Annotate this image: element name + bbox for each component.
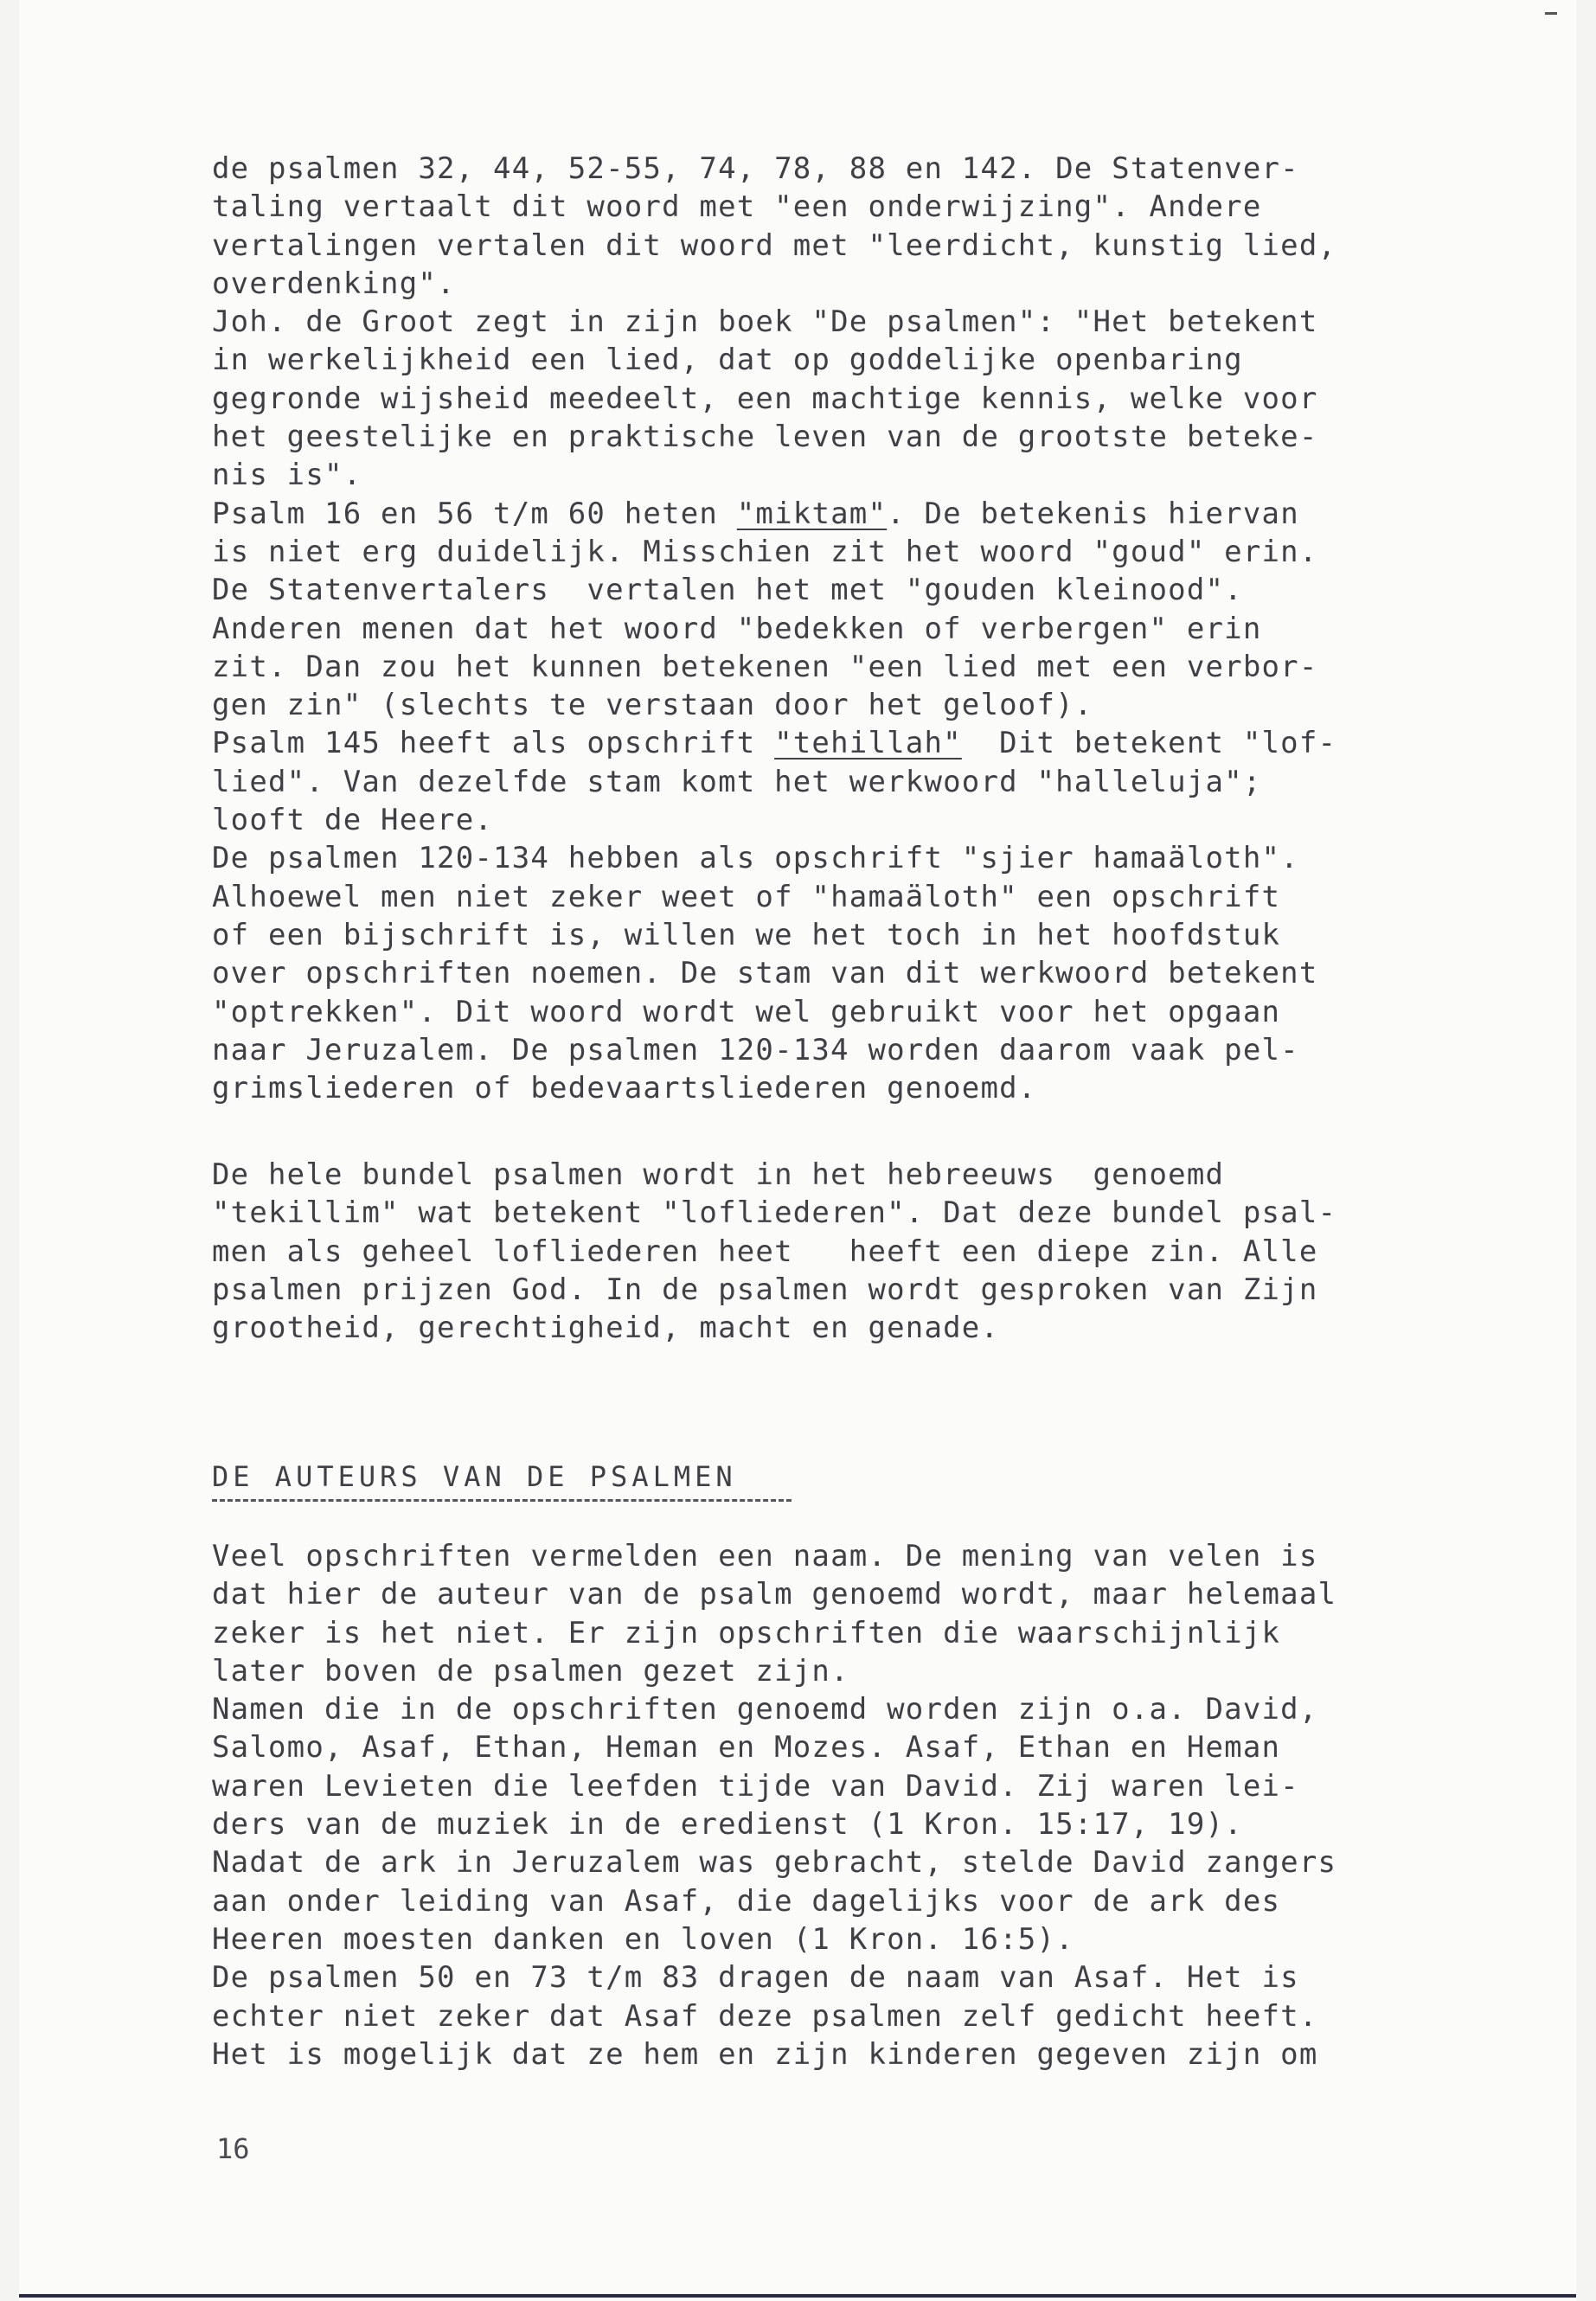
text-segment: gen zin" (slechts te verstaan door het geloof). xyxy=(212,688,1093,723)
text-line xyxy=(212,1767,1423,1805)
text-segment: Nadat de ark in Jeruzalem was gebracht, stelde David zangers xyxy=(212,1845,1337,1881)
text-segment: later boven de psalmen gezet zijn. xyxy=(212,1653,849,1689)
text-segment: "tekillim" wat betekent "lofliederen". Dat deze bundel psal- xyxy=(212,1195,1337,1231)
text-line xyxy=(212,1575,1423,1613)
text-segment: over opschriften noemen. De stam van dit werkwoord betekent xyxy=(212,956,1318,991)
paragraph-auteurs xyxy=(212,1537,1423,2073)
text-line xyxy=(212,265,1423,303)
text-line xyxy=(212,341,1423,379)
text-segment: vertalingen vertalen dit woord met "leerdicht, kunstig lied, xyxy=(212,228,1337,263)
text-line xyxy=(212,1156,1423,1194)
text-line xyxy=(212,571,1423,609)
text-segment: Heeren moesten danken en loven (1 Kron. 16:5). xyxy=(212,1921,1074,1957)
text-line xyxy=(212,456,1423,494)
text-line xyxy=(212,1690,1423,1728)
paragraph-tekillim xyxy=(212,1156,1423,1347)
text-segment: Psalm 16 en 56 t/m 60 heten xyxy=(212,496,737,531)
text-line xyxy=(212,1805,1423,1843)
text-segment: de psalmen 32, 44, 52-55, 74, 78, 88 en 142. De Statenver- xyxy=(212,151,1299,186)
text-line xyxy=(212,1882,1423,1920)
text-segment: naar Jeruzalem. De psalmen 120-134 worden daarom vaak pel- xyxy=(212,1032,1299,1067)
text-segment: zit. Dan zou het kunnen betekenen "een lied met een verbor- xyxy=(212,649,1318,684)
text-line xyxy=(212,1271,1423,1309)
text-line xyxy=(212,724,1423,762)
text-line xyxy=(212,1958,1423,1997)
text-line xyxy=(212,1843,1423,1881)
text-line xyxy=(212,1728,1423,1766)
text-line xyxy=(212,1233,1423,1271)
text-segment: overdenking". xyxy=(212,266,456,301)
text-segment: De hele bundel psalmen wordt in het hebreeuws genoemd xyxy=(212,1157,1225,1192)
text-segment: Alhoewel men niet zeker weet of "hamaäloth" een opschrift xyxy=(212,879,1281,914)
text-segment: ders van de muziek in de eredienst (1 Kron. 15:17, 19). xyxy=(212,1807,1243,1843)
text-segment: Joh. de Groot zegt in zijn boek "De psalmen": "Het betekent xyxy=(212,304,1318,340)
text-line xyxy=(212,801,1423,839)
page-number: 16 xyxy=(216,2132,250,2165)
text-line xyxy=(212,1069,1423,1107)
text-line xyxy=(212,878,1423,916)
text-segment: Het is mogelijk dat ze hem en zijn kinderen gegeven zijn om xyxy=(212,2036,1318,2072)
text-segment: Psalm 145 heeft als opschrift xyxy=(212,726,775,761)
text-line xyxy=(212,1309,1423,1347)
text-segment: "optrekken". Dit woord wordt wel gebruikt voor het opgaan xyxy=(212,994,1281,1029)
text-segment: in werkelijkheid een lied, dat op goddelijke openbaring xyxy=(212,343,1243,378)
text-line xyxy=(212,1194,1423,1232)
paragraph-opschriften xyxy=(212,150,1423,1107)
text-line xyxy=(212,1614,1423,1652)
text-line xyxy=(212,303,1423,341)
text-segment: looft de Heere. xyxy=(212,803,494,838)
section-heading: DE AUTEURS VAN DE PSALMEN xyxy=(212,1460,737,1493)
text-line xyxy=(212,839,1423,877)
text-segment: De psalmen 50 en 73 t/m 83 dragen de naam van Asaf. Het is xyxy=(212,1960,1299,1996)
text-line xyxy=(212,916,1423,954)
text-segment: men als geheel lofliederen heet heeft een diepe zin. Alle xyxy=(212,1234,1318,1269)
text-segment: is niet erg duidelijk. Misschien zit het woord "goud" erin. xyxy=(212,534,1318,569)
text-line xyxy=(212,954,1423,992)
text-line xyxy=(212,993,1423,1031)
text-segment: zeker is het niet. Er zijn opschriften die waarschijnlijk xyxy=(212,1615,1281,1650)
text-segment: waren Levieten die leefden tijde van David. Zij waren lei- xyxy=(212,1768,1299,1804)
text-line xyxy=(212,227,1423,265)
text-segment: echter niet zeker dat Asaf deze psalmen zelf gedicht heeft. xyxy=(212,1998,1318,2034)
text-segment: Anderen menen dat het woord "bedekken of verbergen" erin xyxy=(212,611,1262,646)
text-segment: Veel opschriften vermelden een naam. De mening van velen is xyxy=(212,1539,1318,1574)
text-segment: lied". Van dezelfde stam komt het werkwoord "halleluja"; xyxy=(212,764,1262,799)
text-segment: grootheid, gerechtigheid, macht en genade. xyxy=(212,1311,1000,1346)
text-segment: . De betekenis hiervan xyxy=(887,496,1299,531)
text-line xyxy=(212,2035,1423,2073)
text-segment: grimsliederen of bedevaartsliederen genoemd. xyxy=(212,1071,1037,1106)
text-segment: het geestelijke en praktische leven van de grootste beteke- xyxy=(212,420,1318,455)
text-line xyxy=(212,1537,1423,1575)
text-line xyxy=(212,1652,1423,1690)
text-line xyxy=(212,188,1423,226)
underlined-term: "tehillah" xyxy=(774,726,962,761)
text-segment: De Statenvertalers vertalen het met "gouden kleinood". xyxy=(212,573,1243,608)
text-segment: Namen die in de opschriften genoemd worden zijn o.a. David, xyxy=(212,1692,1318,1727)
text-segment: dat hier de auteur van de psalm genoemd wordt, maar helemaal xyxy=(212,1577,1337,1612)
heading-underline xyxy=(212,1499,792,1502)
text-line xyxy=(212,495,1423,533)
text-line xyxy=(212,1920,1423,1958)
text-segment: taling vertaalt dit woord met "een onderwijzing". Andere xyxy=(212,189,1262,225)
page-bottom-edge xyxy=(19,2294,1576,2298)
text-segment: Dit betekent "lof- xyxy=(961,726,1337,761)
text-line xyxy=(212,380,1423,418)
text-segment: De psalmen 120-134 hebben als opschrift "sjier hamaäloth". xyxy=(212,841,1299,876)
underlined-term: "miktam" xyxy=(736,496,888,531)
text-segment: aan onder leiding van Asaf, die dagelijks voor de ark des xyxy=(212,1883,1281,1919)
text-line xyxy=(212,648,1423,686)
text-line xyxy=(212,1997,1423,2035)
text-segment: nis is". xyxy=(212,458,362,493)
text-line xyxy=(212,763,1423,801)
text-line xyxy=(212,150,1423,188)
text-line xyxy=(212,418,1423,456)
text-segment: of een bijschrift is, willen we het toch in het hoofdstuk xyxy=(212,917,1281,952)
text-line xyxy=(212,686,1423,724)
text-line xyxy=(212,533,1423,571)
edge-mark xyxy=(1545,12,1557,15)
text-line xyxy=(212,610,1423,648)
text-segment: gegronde wijsheid meedeelt, een machtige kennis, welke voor xyxy=(212,381,1318,416)
text-line xyxy=(212,1031,1423,1069)
text-segment: Salomo, Asaf, Ethan, Heman en Mozes. Asaf, Ethan en Heman xyxy=(212,1730,1281,1766)
text-segment: psalmen prijzen God. In de psalmen wordt gesproken van Zijn xyxy=(212,1272,1318,1307)
